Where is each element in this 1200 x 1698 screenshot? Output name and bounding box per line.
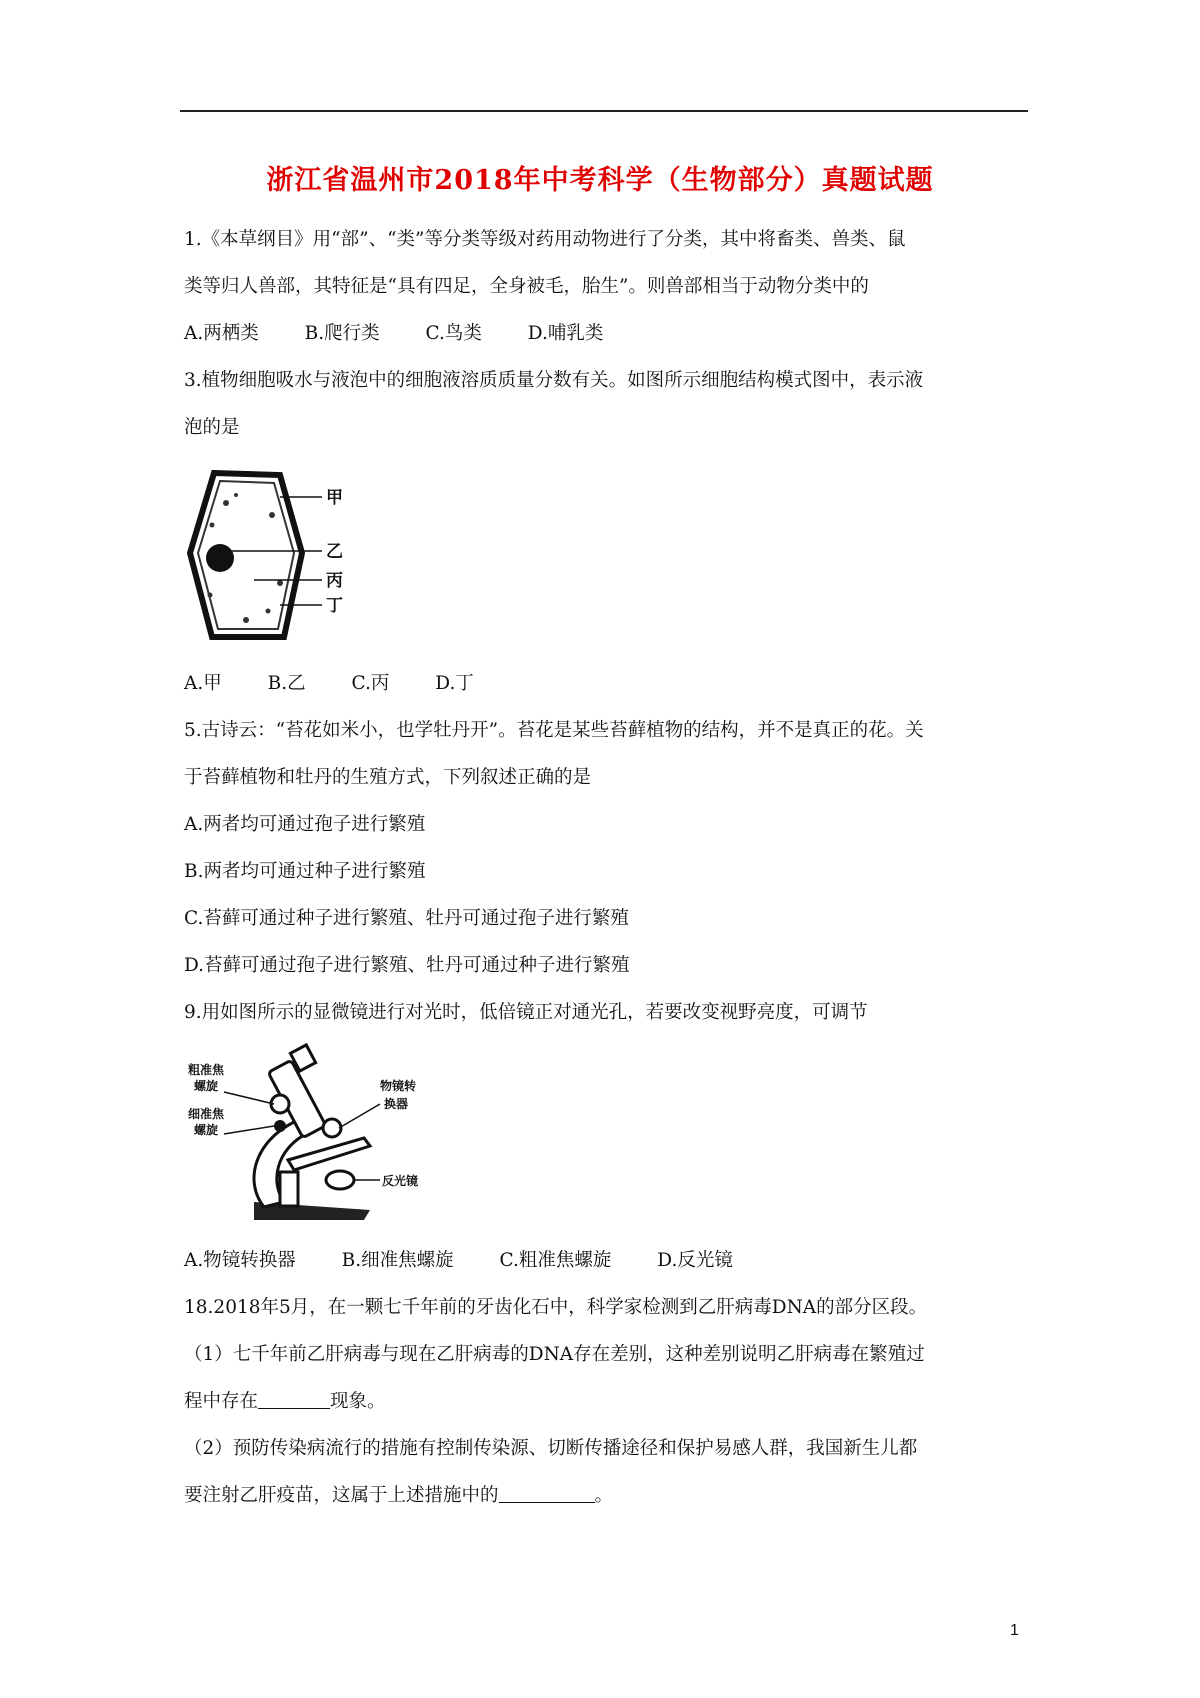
q9-stem-line1: 9.用如图所示的显微镜进行对光时，低倍镜正对通光孔，若要改变视野亮度，可调节 [184,1002,868,1023]
label-nosepiece-2: 换器 [384,1097,409,1111]
microscope-diagram [184,1042,444,1232]
q18-sub2-line1: （2）预防传染病流行的措施有控制传染源、切断传播途径和保护易感人群，我国新生儿都 [184,1438,918,1459]
q18-sub1-line2 [184,1378,1028,1425]
q9-option-d[interactable]: D.反光镜 [657,1250,733,1271]
q3-options [184,660,1028,707]
q18-sub2-post: 。 [594,1485,614,1506]
q1-option-d[interactable]: D.哺乳类 [527,323,604,344]
q3-option-b[interactable]: B.乙 [267,673,306,694]
q18-sub2-pre: 要注射乙肝疫苗，这属于上述措施中的 [184,1485,499,1506]
cell-label-bing: 丙 [326,571,343,591]
q9-option-c[interactable]: C.粗准焦螺旋 [499,1250,612,1271]
cell-label-yi: 乙 [326,542,343,562]
nucleus [206,544,234,572]
q5-option-d[interactable]: D.苔藓可通过孢子进行繁殖、牡丹可通过种子进行繁殖 [184,955,630,976]
q1-stem-line1: 1.《本草纲目》用“部”、“类”等分类等级对药用动物进行了分类，其中将畜类、兽类、鼠 [184,229,906,250]
q3-option-a[interactable]: A.甲 [184,673,222,694]
page-title: 浙江省温州市2018年中考科学（生物部分）真题试题 [266,165,934,196]
q5-option-c[interactable]: C.苔藓可通过种子进行繁殖、牡丹可通过孢子进行繁殖 [184,908,629,929]
q3-option-c[interactable]: C.丙 [351,673,390,694]
q5-stem-line1: 5.古诗云：“苔花如米小，也学牡丹开”。苔花是某些苔藓植物的结构，并不是真正的花。关 [184,720,924,741]
plant-cell-diagram [184,455,384,655]
q5-option-b[interactable]: B.两者均可通过种子进行繁殖 [184,861,426,882]
q9-options [184,1237,1028,1284]
q1-option-b[interactable]: B.爬行类 [304,323,380,344]
label-coarse-2: 螺旋 [194,1079,219,1093]
plant-cell-figure [184,455,1028,660]
q9-option-a[interactable]: A.物镜转换器 [184,1250,296,1271]
label-coarse-1: 粗准焦 [188,1063,225,1077]
q1-option-c[interactable]: C.鸟类 [425,323,482,344]
q9-option-b[interactable]: B.细准焦螺旋 [341,1250,454,1271]
page-number: 1 [1010,1622,1019,1639]
q3-option-d[interactable]: D.丁 [435,673,474,694]
mirror [326,1171,354,1189]
nosepiece [323,1119,341,1137]
q5-stem-line2: 于苔藓植物和牡丹的生殖方式，下列叙述正确的是 [184,767,592,788]
q18-sub2-line2 [184,1472,1028,1519]
q1-options [184,310,1028,357]
q18-sub2-blank[interactable] [499,1484,595,1503]
q18-sub1-line1: （1）七千年前乙肝病毒与现在乙肝病毒的DNA存在差别，这种差别说明乙肝病毒在繁殖过 [184,1344,925,1365]
q1-stem-line2: 类等归人兽部，其特征是“具有四足，全身被毛，胎生”。则兽部相当于动物分类中的 [184,276,869,297]
label-fine-1: 细准焦 [188,1107,225,1121]
microscope-stage [288,1138,370,1170]
q1-option-a[interactable]: A.两栖类 [184,323,259,344]
q18-sub1-pre: 程中存在 [184,1391,259,1412]
header-rule [180,110,1028,112]
label-fine-2: 螺旋 [194,1123,219,1137]
cell-label-jia: 甲 [326,488,343,508]
q3-stem-line1: 3.植物细胞吸水与液泡中的细胞液溶质质量分数有关。如图所示细胞结构模式图中，表示液 [184,370,924,391]
fine-focus-knob [274,1120,286,1132]
microscope-figure [184,1042,1028,1237]
q5-option-a[interactable]: A.两者均可通过孢子进行繁殖 [184,814,426,835]
q18-sub1-post: 现象。 [330,1391,386,1412]
q3-stem-line2: 泡的是 [184,417,240,438]
question-body [184,216,1028,1519]
label-mirror: 反光镜 [382,1174,419,1188]
label-nosepiece-1: 物镜转 [380,1079,417,1093]
q18-sub1-blank[interactable] [258,1390,330,1409]
q18-stem-line1: 18.2018年5月，在一颗七千年前的牙齿化石中，科学家检测到乙肝病毒DNA的部分区段。 [184,1297,928,1318]
cell-label-ding: 丁 [326,596,343,616]
